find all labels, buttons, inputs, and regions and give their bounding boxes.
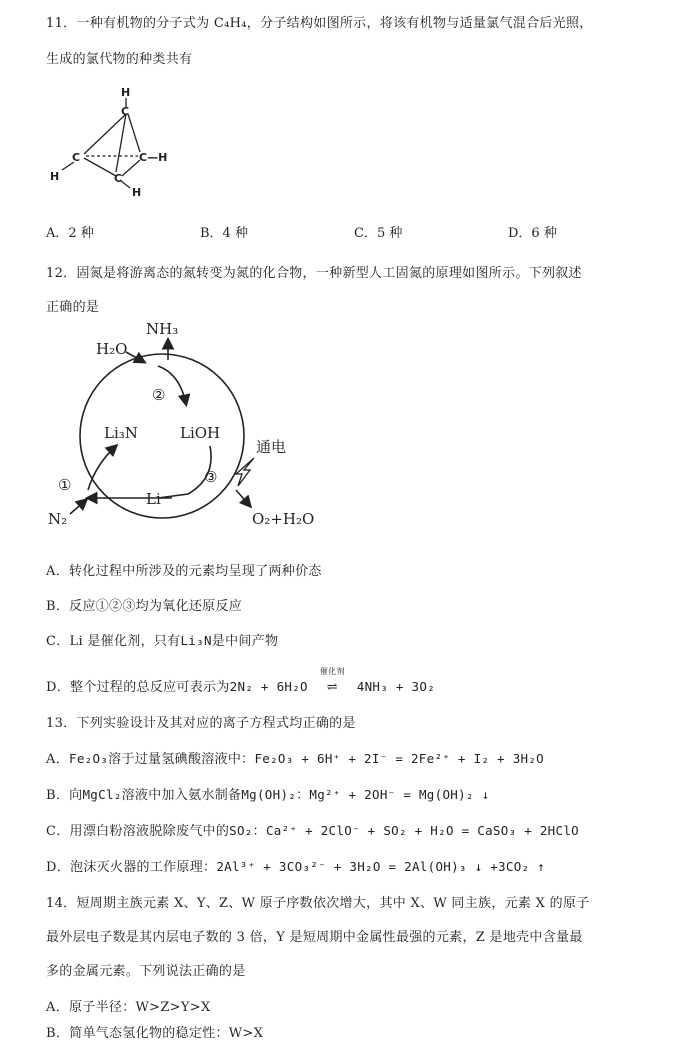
- q12-option-d-arrow: ⇌: [326, 680, 338, 695]
- label-o2-h2o: O₂+H₂O: [252, 510, 315, 528]
- q11-options: [46, 222, 646, 240]
- q13-option-c-equation: Ca²⁺ + 2ClO⁻ + SO₂ + H₂O = CaSO₃ + 2HClO: [265, 823, 579, 838]
- q13-option-d-label: D．泡沫灭火器的工作原理：: [46, 860, 217, 875]
- q12-option-a: A．转化过程中所涉及的元素均呈现了两种价态: [46, 564, 322, 579]
- nitrogen-fixation-cycle-diagram: [40, 318, 340, 540]
- atom-c-left: C: [72, 151, 81, 164]
- q12-option-c: [46, 630, 278, 649]
- atom-c-right-with-h: C—H: [139, 151, 168, 164]
- q12-option-d-reactants: 2N₂ + 6H₂O: [229, 679, 308, 694]
- q13-option-b-text: 溶液中加入氨水制备: [121, 788, 242, 803]
- q12-option-d-arrow-group: [312, 667, 352, 695]
- label-lioh: LiOH: [180, 424, 221, 442]
- q11-stem-line2: 生成的氯代物的种类共有: [46, 52, 193, 67]
- label-nh3: NH₃: [146, 320, 179, 338]
- lightning-icon: [236, 458, 254, 486]
- q13-option-c-label: C．用漂白粉溶液脱除废气中的: [46, 824, 230, 839]
- q12-option-d-catalyst: 催化剂: [319, 667, 345, 676]
- q13-option-b-equation: Mg²⁺ + 2OH⁻ = Mg(OH)₂ ↓: [309, 787, 490, 802]
- q14-stem-line1: 14．短周期主族元素 X、Y、Z、W 原子序数依次增大，其中 X、W 同主族，元素 X 的原子: [46, 896, 590, 911]
- molecule-structure-diagram: [40, 84, 200, 204]
- q13-option-c-colon: ：: [252, 824, 266, 839]
- q13-option-d-equation: 2Al³⁺ + 3CO₃²⁻ + 3H₂O = 2Al(OH)₃ ↓ +3CO₂ ↑: [216, 859, 546, 874]
- q13-stem: 13．下列实验设计及其对应的离子方程式均正确的是: [46, 716, 356, 731]
- label-step-1: ①: [58, 476, 72, 494]
- label-li3n: Li₃N: [104, 424, 138, 442]
- q12-option-c-suffix: 是中间产物: [211, 634, 279, 649]
- q11-option-c: C．5 种: [354, 226, 403, 241]
- q13-option-a-equation: Fe₂O₃ + 6H⁺ + 2I⁻ = 2Fe²⁺ + I₂ + 3H₂O: [254, 751, 545, 766]
- q13-option-a-reagent: Fe₂O₃: [69, 751, 109, 766]
- q13-option-c-reagent: SO₂: [229, 823, 253, 838]
- atom-h-top: H: [121, 86, 131, 99]
- q12-option-d-products: 4NH₃ + 3O₂: [356, 679, 436, 694]
- q11-option-b: B．4 种: [200, 226, 248, 241]
- q12-stem-line2: 正确的是: [46, 300, 100, 315]
- q12-option-c-prefix: C．Li 是催化剂，只有: [46, 634, 181, 649]
- q13-option-b-colon: ：: [296, 788, 310, 803]
- q13-option-b-label: B．向: [46, 788, 83, 803]
- atom-c-bottom: C: [114, 172, 123, 185]
- q14-option-b: B．简单气态氢化物的稳定性：W>X: [46, 1026, 264, 1041]
- label-h2o-in: H₂O: [96, 340, 128, 358]
- q12-option-d: [46, 667, 436, 695]
- label-n2: N₂: [48, 510, 68, 528]
- q11-stem-line1: 11．一种有机物的分子式为 C₄H₄，分子结构如图所示，将该有机物与适量氯气混合后光照，: [46, 16, 593, 31]
- q14-stem-line2: 最外层电子数是其内层电子数的 3 倍，Y 是短周期中金属性最强的元素，Z 是地壳中含量最: [46, 930, 583, 945]
- q14-option-a: A．原子半径：W>Z>Y>X: [46, 1000, 211, 1015]
- q12-option-b: B．反应①②③均为氧化还原反应: [46, 599, 243, 614]
- label-electrify: 通电: [256, 438, 287, 456]
- q11-option-a: A．2 种: [46, 226, 94, 241]
- q13-option-c: [46, 820, 579, 839]
- label-step-3: ③: [204, 468, 218, 486]
- q13-option-a-text: 溶于过量氢碘酸溶液中：: [108, 752, 255, 767]
- q11-option-d: D．6 种: [508, 226, 557, 241]
- q13-option-a: [46, 748, 544, 767]
- atom-h-bottom: H: [132, 186, 142, 199]
- label-li: Li: [146, 490, 161, 508]
- atom-c-top: C: [121, 105, 130, 118]
- q12-option-c-formula: Li₃N: [180, 633, 212, 648]
- label-step-2: ②: [152, 386, 166, 404]
- q12-option-d-prefix: D．整个过程的总反应可表示为: [46, 680, 230, 695]
- q13-option-b-product: Mg(OH)₂: [241, 787, 297, 802]
- q12-stem-line1: 12．固氮是将游离态的氮转变为氮的化合物，一种新型人工固氮的原理如图所示。下列叙述: [46, 266, 582, 281]
- q13-option-d: [46, 856, 545, 875]
- q13-option-b: [46, 784, 489, 803]
- q13-option-b-reagent: MgCl₂: [82, 787, 122, 802]
- q13-option-a-label: A．: [46, 752, 69, 767]
- atom-h-left: H: [50, 170, 60, 183]
- q14-stem-line3: 多的金属元素。下列说法正确的是: [46, 964, 246, 979]
